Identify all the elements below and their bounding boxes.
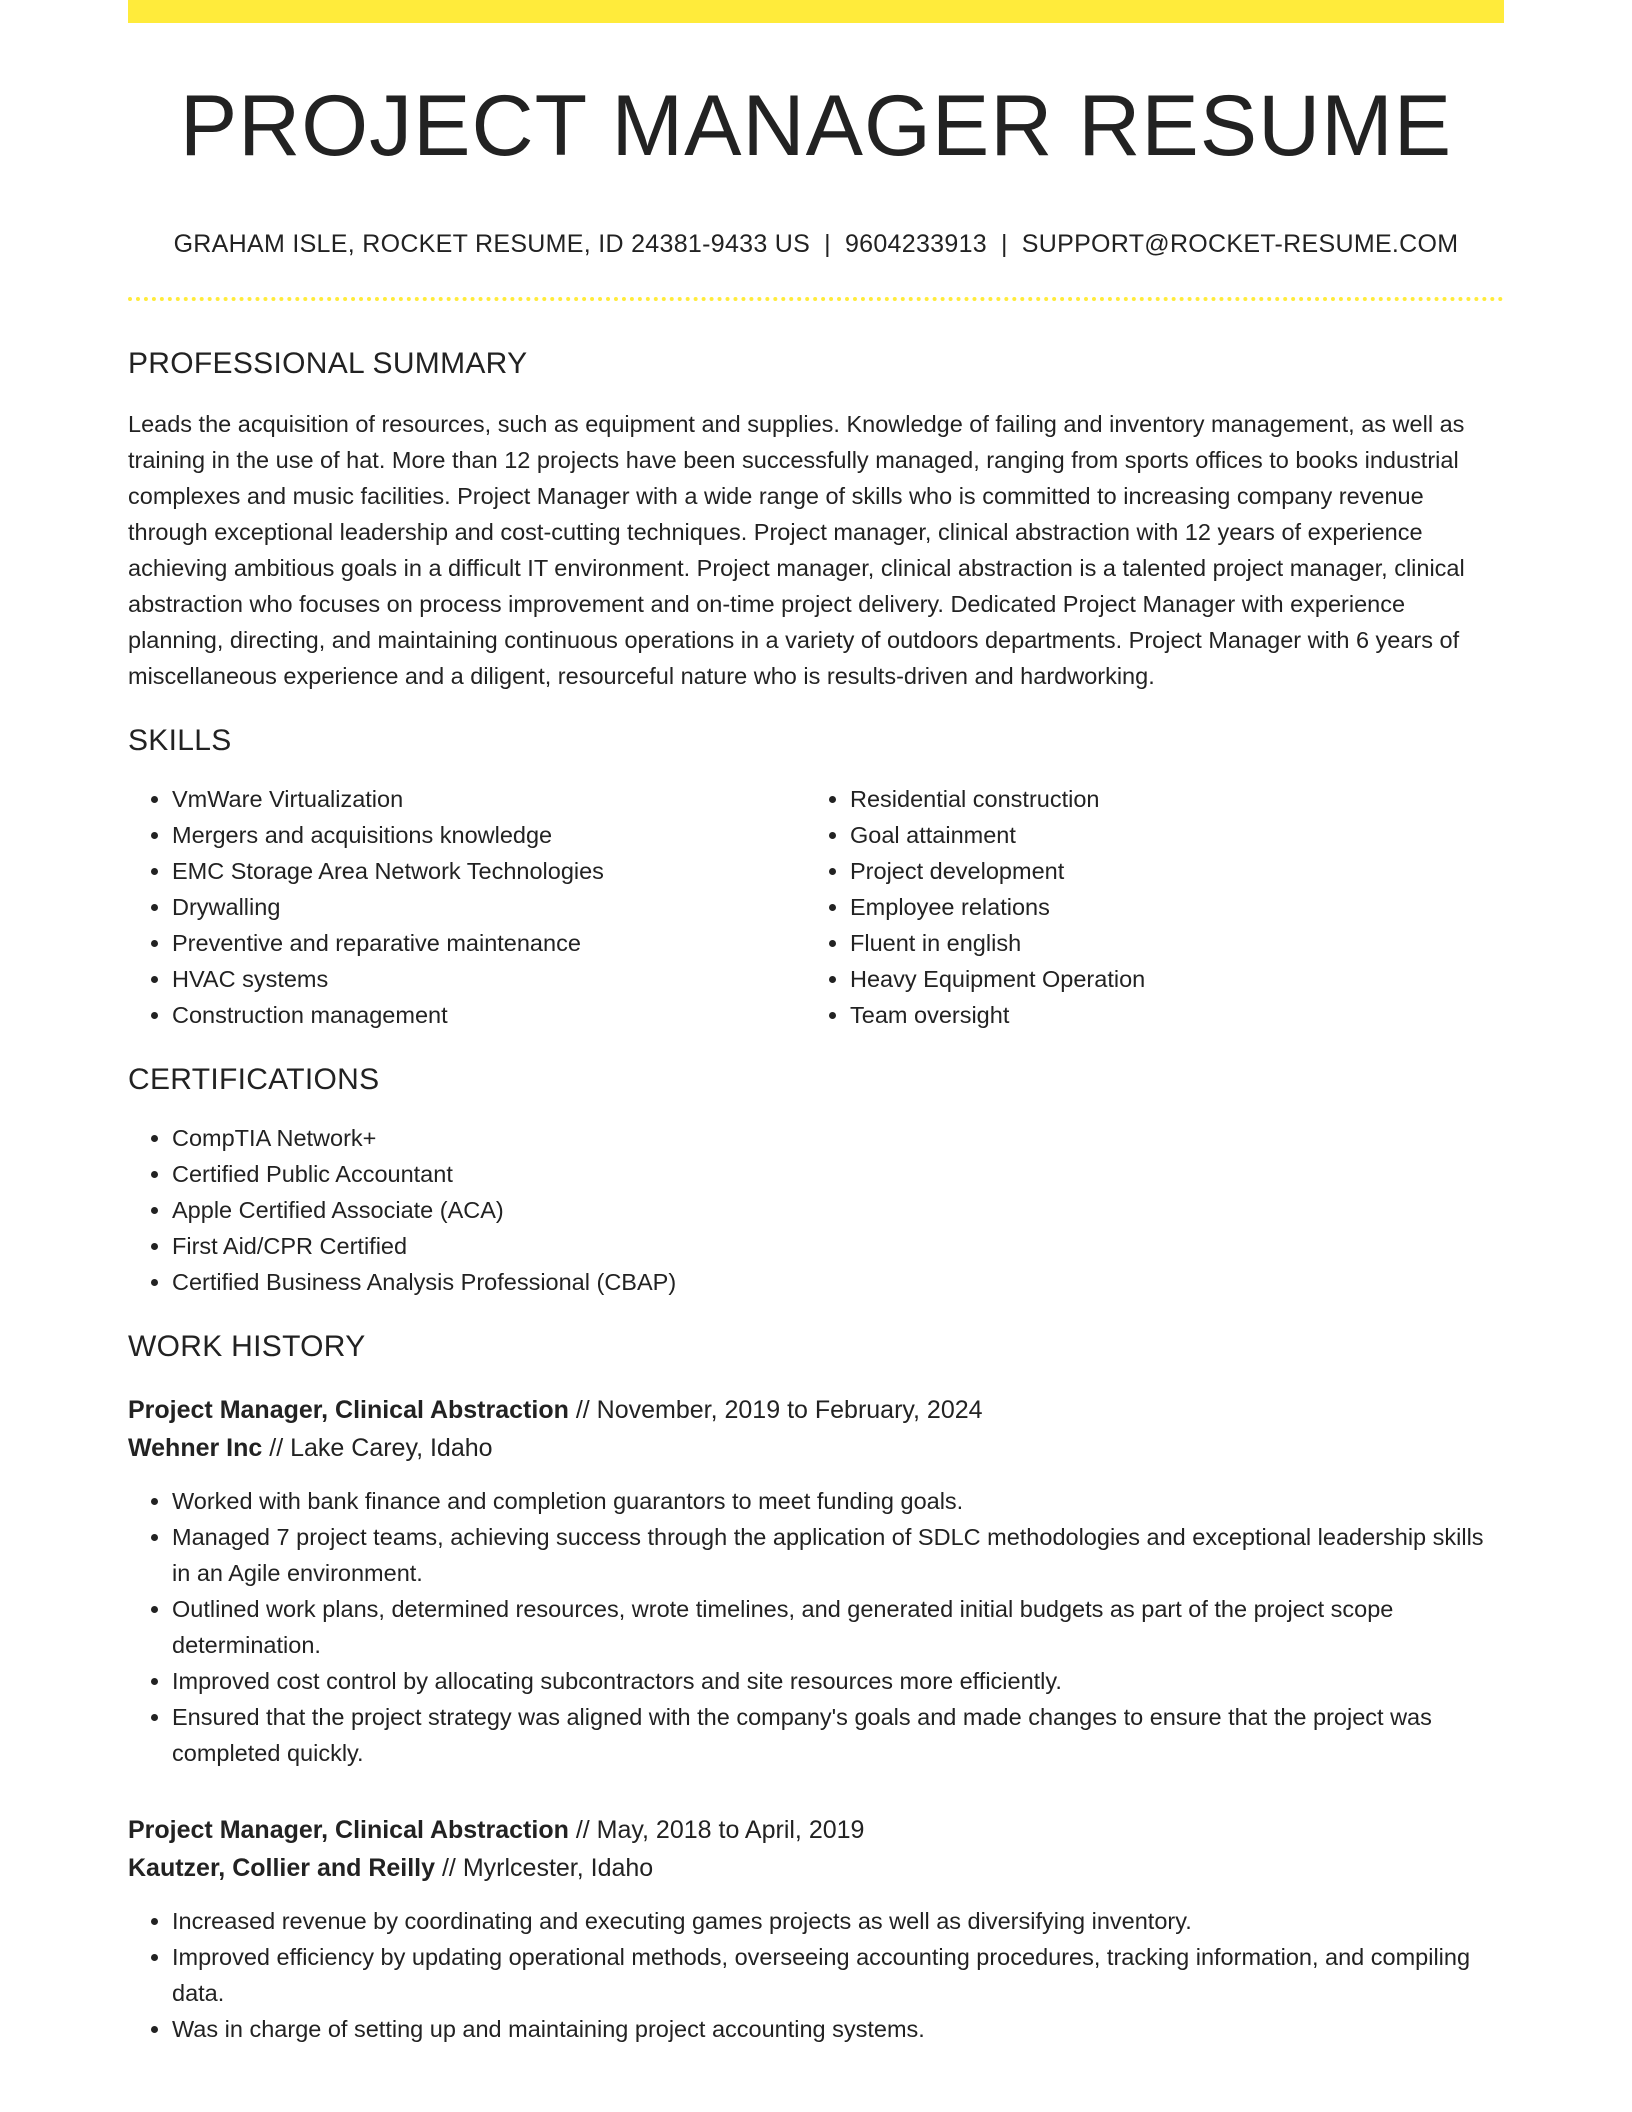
certification-item: • CompTIA Network+ xyxy=(172,1120,1504,1156)
page-title: PROJECT MANAGER RESUME xyxy=(179,78,1453,174)
skill-item: • Residential construction xyxy=(850,781,1550,817)
skill-item: • Drywalling xyxy=(172,889,806,925)
certification-item: • Certified Business Analysis Professional (CBAP) xyxy=(172,1264,1504,1300)
skill-item: • Heavy Equipment Operation xyxy=(850,961,1550,997)
job-dates: May, 2018 to April, 2019 xyxy=(596,1816,865,1845)
job-entry xyxy=(128,1811,1504,2047)
job-bullet: • Managed 7 project teams, achieving success through the application of SDLC methodologies and exceptional leadership skills in an Agile environment. xyxy=(172,1519,1504,1591)
certification-item: • Certified Public Accountant xyxy=(172,1156,1504,1192)
skill-item: • Construction management xyxy=(172,997,806,1033)
skills-list-left xyxy=(128,781,806,1033)
job-bullet: • Improved cost control by allocating subcontractors and site resources more efficiently. xyxy=(172,1663,1504,1699)
skill-item: • EMC Storage Area Network Technologies xyxy=(172,853,806,889)
job-title-line xyxy=(128,1391,1504,1429)
skill-item: • Mergers and acquisitions knowledge xyxy=(172,817,806,853)
skill-item: • VmWare Virtualization xyxy=(172,781,806,817)
job-bullets xyxy=(128,1903,1504,2047)
job-company: Kautzer, Collier and Reilly xyxy=(128,1854,436,1883)
contact-line xyxy=(128,229,1504,259)
summary-text: Leads the acquisition of resources, such as equipment and supplies. Knowledge of failing and inventory management, as well as training in the use of hat. More than 12 projects have been successfully managed, ranging from sports offices to books industrial complexes and music facilities. Project Manager with a wide range of skills who is committed to increasing company revenue through exceptional leadership and cost-cutting techniques. Project manager, clinical abstraction with 12 years of experience achieving ambitious goals in a difficult IT environment. Project manager, clinical abstraction is a talented project manager, clinical abstraction who focuses on process improvement and on-time project delivery. Dedicated Project Manager with experience planning, directing, and maintaining continuous operations in a variety of outdoors departments. Project Manager with 6 years of miscellaneous experience and a diligent, resourceful nature who is results-driven and hardworking. xyxy=(128,411,1465,690)
job-bullet: • Improved efficiency by updating operational methods, overseeing accounting procedures, tracking information, and compiling data. xyxy=(172,1939,1504,2011)
skill-item: • Employee relations xyxy=(850,889,1550,925)
skill-item: • Project development xyxy=(850,853,1550,889)
job-bullet: • Was in charge of setting up and maintaining project accounting systems. xyxy=(172,2011,1504,2047)
skills-list-right xyxy=(806,781,1550,1033)
job-title-line xyxy=(128,1811,1504,1849)
certification-item: • First Aid/CPR Certified xyxy=(172,1228,1504,1264)
job-company: Wehner Inc xyxy=(128,1434,263,1463)
job-title: Project Manager, Clinical Abstraction xyxy=(128,1816,569,1845)
certification-item: • Apple Certified Associate (ACA) xyxy=(172,1192,1504,1228)
skills-heading: SKILLS xyxy=(128,724,232,758)
job-bullet: • Worked with bank finance and completion guarantors to meet funding goals. xyxy=(172,1483,1504,1519)
skill-item: • Team oversight xyxy=(850,997,1550,1033)
job-bullet: • Outlined work plans, determined resources, wrote timelines, and generated initial budgets as part of the project scope determination. xyxy=(172,1591,1504,1663)
job-location: Myrlcester, Idaho xyxy=(462,1854,654,1883)
work-history-heading: WORK HISTORY xyxy=(128,1330,366,1364)
job-location: Lake Carey, Idaho xyxy=(290,1434,493,1463)
job-separator: // xyxy=(441,1854,456,1883)
skill-item: • Fluent in english xyxy=(850,925,1550,961)
skill-item: • Goal attainment xyxy=(850,817,1550,853)
contact-address: GRAHAM ISLE, ROCKET RESUME, ID 24381-9433 US xyxy=(173,230,811,259)
contact-separator: | xyxy=(824,230,831,259)
job-bullet: • Ensured that the project strategy was aligned with the company's goals and made changes to ensure that the project was completed quickly. xyxy=(172,1699,1504,1771)
job-separator: // xyxy=(575,1396,590,1425)
job-separator: // xyxy=(575,1816,590,1845)
contact-separator: | xyxy=(1000,230,1008,259)
job-entry xyxy=(128,1391,1504,1771)
certifications-heading: CERTIFICATIONS xyxy=(128,1063,380,1097)
skill-item: • HVAC systems xyxy=(172,961,806,997)
accent-bar xyxy=(128,0,1504,23)
job-company-line xyxy=(128,1429,1504,1467)
job-bullets xyxy=(128,1483,1504,1771)
job-dates: November, 2019 to February, 2024 xyxy=(596,1396,983,1425)
certifications-list xyxy=(128,1120,1504,1300)
skills-columns xyxy=(128,781,1504,1033)
job-company-line xyxy=(128,1849,1504,1887)
job-bullet: • Increased revenue by coordinating and executing games projects as well as diversifying inventory. xyxy=(172,1903,1504,1939)
dotted-divider xyxy=(128,297,1504,301)
summary-heading: PROFESSIONAL SUMMARY xyxy=(128,347,528,381)
contact-email: SUPPORT@ROCKET-RESUME.COM xyxy=(1021,230,1459,259)
job-separator: // xyxy=(269,1434,284,1463)
resume-page xyxy=(128,0,1504,2047)
skill-item: • Preventive and reparative maintenance xyxy=(172,925,806,961)
job-title: Project Manager, Clinical Abstraction xyxy=(128,1396,569,1425)
contact-phone: 9604233913 xyxy=(844,230,987,259)
